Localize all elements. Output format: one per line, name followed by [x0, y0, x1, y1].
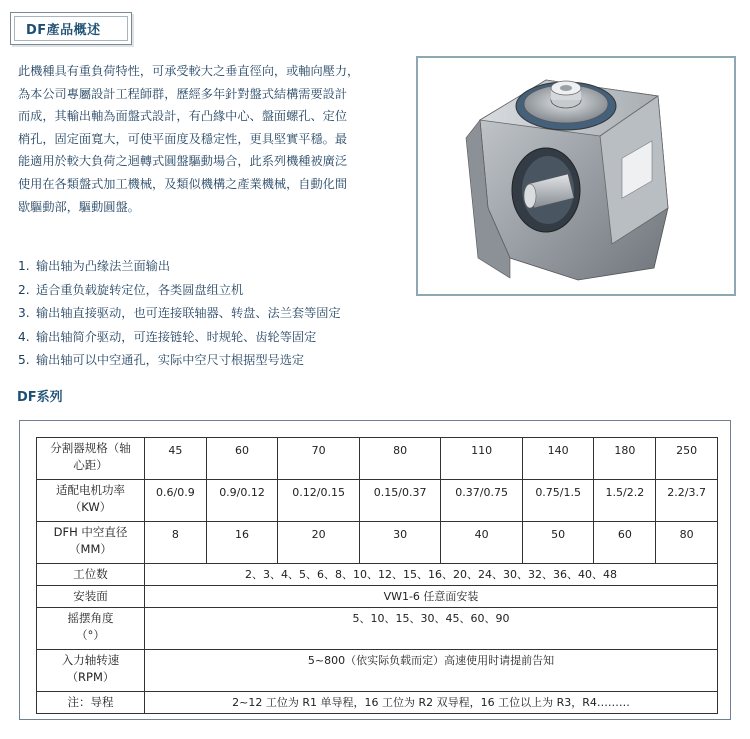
- row-header-line: 摇摆角度: [67, 611, 114, 625]
- intro-line: 歇驅動部，驅動圓盤。: [18, 199, 140, 214]
- intro-line: 使用在各類盤式加工機械，及類似機構之產業機械，自動化間: [18, 176, 348, 191]
- feature-item: [18, 349, 341, 373]
- table-cell: 0.12/0.15: [278, 480, 360, 522]
- spec-table: [36, 437, 718, 714]
- table-cell: VW1-6 任意面安装: [145, 586, 718, 608]
- table-cell: 8: [145, 522, 207, 564]
- feature-text: 输出轴为凸缘法兰面输出: [36, 259, 171, 273]
- table-row-speed: [37, 650, 718, 692]
- row-header: [37, 608, 145, 650]
- row-header: 工位数: [37, 564, 145, 586]
- table-cell: 60: [206, 438, 278, 480]
- table-cell: 16: [206, 522, 278, 564]
- table-cell: 2.2/3.7: [656, 480, 718, 522]
- table-cell: 0.37/0.75: [441, 480, 523, 522]
- table-cell: 0.75/1.5: [522, 480, 594, 522]
- table-cell: 60: [594, 522, 656, 564]
- table-cell: 0.6/0.9: [145, 480, 207, 522]
- feature-text: 适合重负载旋转定位，各类圆盘组立机: [36, 282, 244, 297]
- feature-list: [18, 255, 341, 373]
- row-header: 安装面: [37, 586, 145, 608]
- row-header-line: 适配电机功率: [56, 483, 125, 497]
- feature-number: 1.: [18, 259, 30, 273]
- feature-item: [18, 279, 341, 303]
- page-title: DF產品概述: [26, 23, 101, 38]
- intro-line: 能適用於較大負荷之迴轉式圓盤驅動場合，此系列機種被廣泛: [18, 154, 348, 169]
- cam-indexer-product-photo: [418, 58, 734, 294]
- row-header-line: （MM）: [69, 542, 112, 556]
- row-header: [37, 438, 145, 480]
- table-cell: 70: [278, 438, 360, 480]
- series-title: DF系列: [17, 390, 63, 405]
- table-cell: 1.5/2.2: [594, 480, 656, 522]
- feature-number: 3.: [18, 306, 30, 320]
- feature-number: 5.: [18, 353, 30, 367]
- table-cell: 80: [359, 438, 441, 480]
- feature-text: 输出轴简介驱动，可连接链轮、时规轮、齿轮等固定: [36, 329, 317, 344]
- row-header: [37, 522, 145, 564]
- table-cell: 110: [441, 438, 523, 480]
- table-cell: 180: [594, 438, 656, 480]
- feature-item: [18, 326, 341, 350]
- feature-item: [18, 302, 341, 326]
- table-row-model: [37, 438, 718, 480]
- intro-line: 為本公司專屬設計工程師群，歷經多年針對盤式結構需要設計: [18, 86, 348, 101]
- table-row-hollow: [37, 522, 718, 564]
- row-header-line: （°）: [76, 628, 105, 642]
- table-cell: 2、3、4、5、6、8、10、12、15、16、20、24、30、32、36、40、48: [145, 564, 718, 586]
- table-cell: 5~800（依实际负载而定）高速使用时请提前告知: [145, 650, 718, 692]
- feature-number: 4.: [18, 329, 30, 344]
- table-cell: 0.9/0.12: [206, 480, 278, 522]
- product-image-frame: [416, 56, 736, 296]
- feature-item: [18, 255, 341, 279]
- row-header-line: 入力轴转速: [61, 653, 120, 667]
- table-cell: 5、10、15、30、45、60、90: [145, 608, 718, 650]
- row-header-line: （KW）: [69, 500, 112, 514]
- table-cell: 50: [522, 522, 594, 564]
- row-header-line: 分割器规格（轴: [50, 441, 131, 455]
- table-cell: 30: [359, 522, 441, 564]
- feature-number: 2.: [18, 282, 30, 297]
- table-cell: 0.15/0.37: [359, 480, 441, 522]
- table-cell: 140: [522, 438, 594, 480]
- row-header: [37, 480, 145, 522]
- spec-table-frame: [19, 420, 731, 720]
- row-header-line: （RPM）: [66, 670, 115, 684]
- table-cell: 2~12 工位为 R1 单导程，16 工位为 R2 双导程，16 工位以上为 R3，R4………: [145, 692, 718, 714]
- feature-text: 输出轴可以中空通孔，实际中空尺寸根据型号选定: [36, 353, 305, 367]
- row-header: [37, 650, 145, 692]
- table-cell: 250: [656, 438, 718, 480]
- intro-paragraph: [18, 60, 410, 218]
- table-cell: 45: [145, 438, 207, 480]
- table-cell: 80: [656, 522, 718, 564]
- row-header: 注：导程: [37, 692, 145, 714]
- table-row-power: [37, 480, 718, 522]
- section-header: [10, 12, 132, 45]
- feature-text: 输出轴直接驱动，也可连接联轴器、转盘、法兰套等固定: [36, 306, 341, 320]
- intro-line: 此機種具有重負荷特性，可承受較大之垂直徑向，或軸向壓力，: [18, 64, 360, 78]
- section-header-inner: [14, 16, 128, 41]
- intro-line: 梢孔，固定面寬大，可使平面度及穩定性，更具堅實平穩。最: [18, 131, 348, 146]
- row-header-line: DFH 中空直径: [53, 525, 128, 539]
- row-header-line: 心距）: [73, 458, 108, 472]
- table-row-stations: [37, 564, 718, 586]
- table-cell: 20: [278, 522, 360, 564]
- table-row-note: [37, 692, 718, 714]
- intro-line: 而成，其輸出軸為面盤式設計，有凸緣中心、盤面螺孔、定位: [18, 109, 348, 124]
- table-row-mount: [37, 586, 718, 608]
- table-cell: 40: [441, 522, 523, 564]
- table-row-swing: [37, 608, 718, 650]
